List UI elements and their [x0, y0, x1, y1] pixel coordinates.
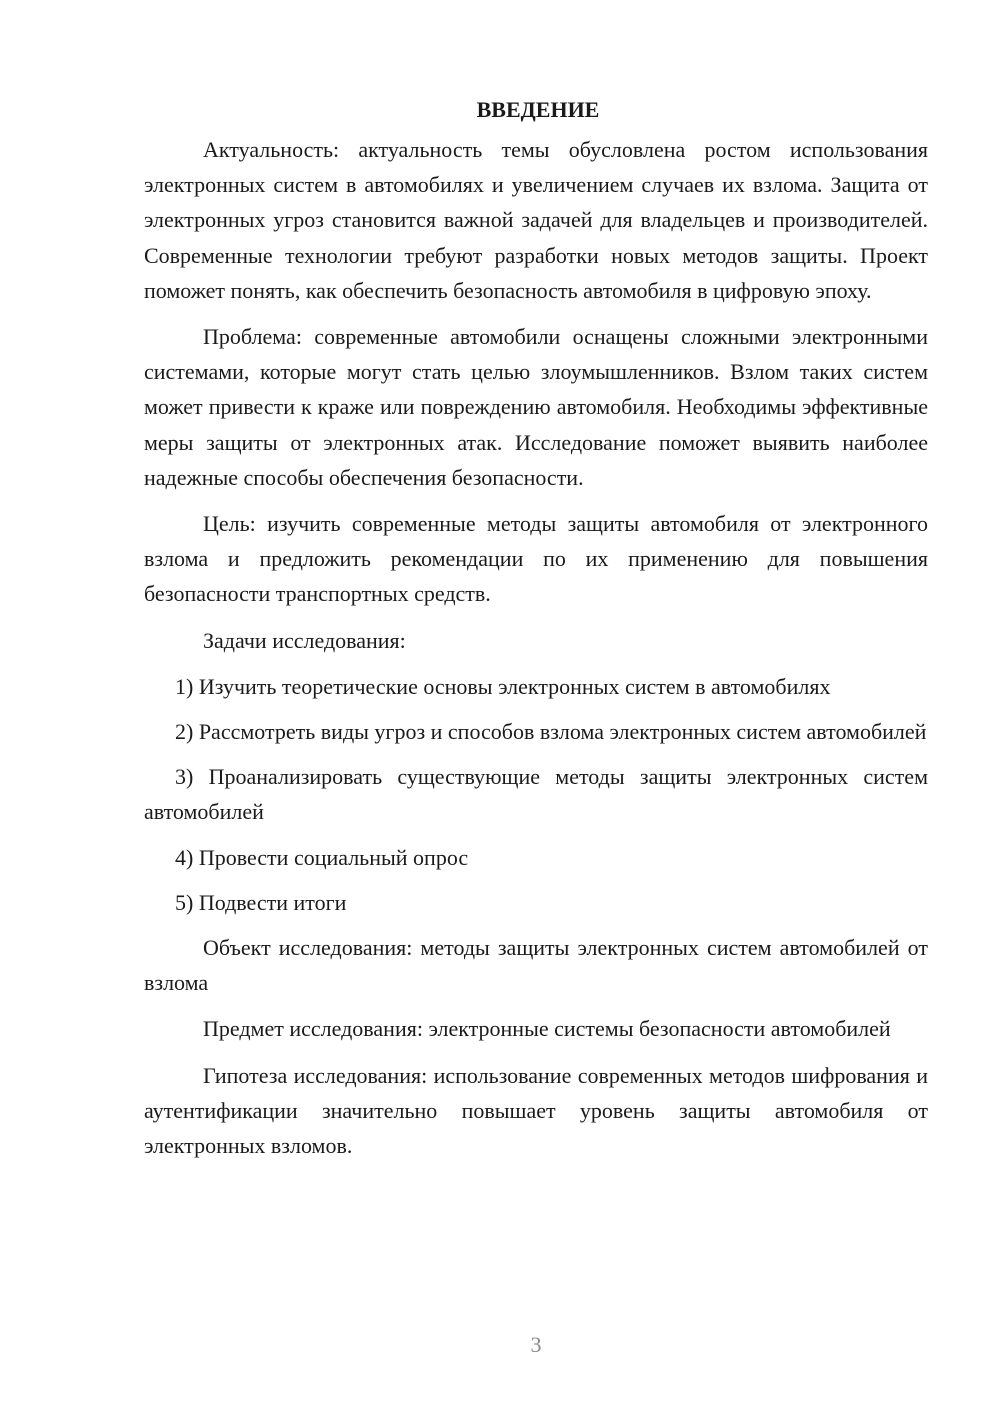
- paragraph-relevance: Актуальность: актуальность темы обусловлена ростом использования электронных систем в автомобилях и увеличением случаев их взлома. Защита от электронных угроз становится важной задачей для владельцев и производителей. Современные технологии требуют разработки новых методов защиты. Проект поможет понять, как обеспечить безопасность автомобиля в цифровую эпоху.: [144, 137, 928, 303]
- task-item: 4) Провести социальный опрос: [175, 844, 469, 870]
- paragraph-goal: Цель: изучить современные методы защиты автомобиля от электронного взлома и предложить рекомендации по их применению для повышения безопасности транспортных средств.: [144, 511, 928, 607]
- paragraph-subject: Предмет исследования: электронные системы безопасности автомобилей: [203, 1016, 891, 1042]
- paragraph-object: Объект исследования: методы защиты электронных систем автомобилей от взлома: [144, 935, 928, 996]
- task-list: [144, 669, 928, 920]
- section-title: ВВЕДЕНИЕ: [476, 97, 600, 122]
- paragraph-problem: Проблема: современные автомобили оснащены сложными электронными системами, которые могут стать целью злоумышленников. Взлом таких систем может привести к краже или повреждению автомобиля. Необходимы эффективные меры защиты от электронных атак. Исследование поможет выявить наиболее надежные способы обеспечения безопасности.: [144, 324, 928, 490]
- page-number: 3: [530, 1332, 542, 1357]
- task-item: 5) Подвести итоги: [175, 889, 347, 915]
- task-item: 3) Проанализировать существующие методы защиты электронных систем автомобилей: [144, 764, 928, 825]
- paragraph-tasks-heading: Задачи исследования:: [203, 627, 406, 653]
- task-item: 1) Изучить теоретические основы электронных систем в автомобилях: [175, 673, 831, 699]
- task-item: 2) Рассмотреть виды угроз и способов взлома электронных систем автомобилей: [175, 719, 927, 745]
- paragraph-hypothesis: Гипотеза исследования: использование современных методов шифрования и аутентификации значительно повышает уровень защиты автомобиля от электронных взломов.: [144, 1062, 928, 1159]
- document-page: [144, 92, 928, 1174]
